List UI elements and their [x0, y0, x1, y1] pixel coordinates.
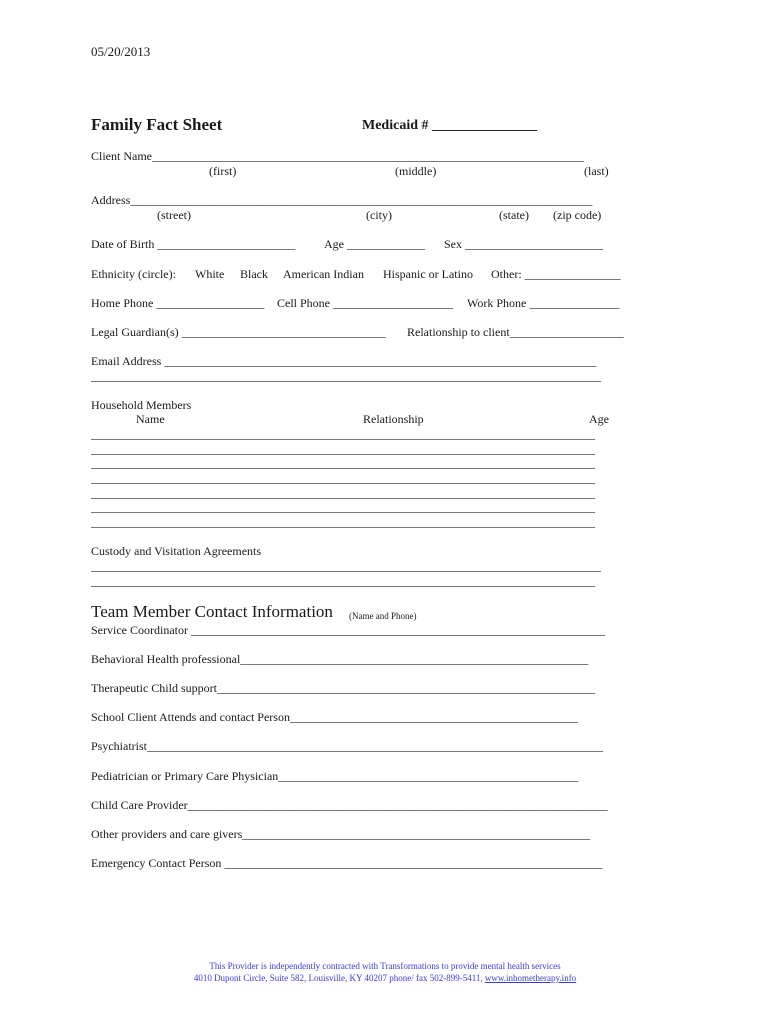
relationship-to-client-field[interactable]: Relationship to client___________________: [407, 325, 624, 339]
ethnicity-hispanic[interactable]: Hispanic or Latino: [383, 267, 473, 281]
address-state-label: (state): [499, 208, 529, 222]
page-title: Family Fact Sheet: [91, 115, 223, 134]
ethnicity-other-field[interactable]: Other: ________________: [491, 267, 621, 281]
client-name-last-label: (last): [584, 164, 609, 178]
header-date: 05/20/2013: [91, 44, 151, 59]
household-row-line[interactable]: ____________________________________________________________________________________: [91, 515, 595, 529]
team-contact-heading: Team Member Contact Information: [91, 602, 333, 621]
custody-label: Custody and Visitation Agreements: [91, 544, 262, 558]
household-row-line[interactable]: ____________________________________________________________________________________: [91, 442, 595, 456]
custody-line[interactable]: ____________________________________________________________________________________: [91, 574, 595, 588]
service-coordinator-field[interactable]: Service Coordinator _____________________________________________________________________: [91, 623, 605, 637]
ethnicity-label: Ethnicity (circle):: [91, 267, 176, 281]
legal-guardian-field[interactable]: Legal Guardian(s) __________________________________: [91, 325, 386, 339]
custody-line[interactable]: _____________________________________________________________________________________: [91, 559, 601, 573]
medicaid-field[interactable]: Medicaid # _______________: [362, 118, 537, 133]
household-row-line[interactable]: ____________________________________________________________________________________: [91, 500, 595, 514]
pediatrician-field[interactable]: Pediatrician or Primary Care Physician__________________________________________________: [91, 769, 579, 783]
household-row-line[interactable]: ____________________________________________________________________________________: [91, 456, 595, 470]
other-providers-field[interactable]: Other providers and care givers__________________________________________________________: [91, 827, 591, 841]
household-row-line[interactable]: ____________________________________________________________________________________: [91, 486, 595, 500]
household-relationship-header: Relationship: [363, 412, 424, 426]
ethnicity-black[interactable]: Black: [240, 267, 268, 281]
household-age-header: Age: [589, 412, 609, 426]
household-row-line[interactable]: ____________________________________________________________________________________: [91, 427, 595, 441]
work-phone-field[interactable]: Work Phone _______________: [467, 296, 620, 310]
email-field-continued[interactable]: _____________________________________________________________________________________: [91, 369, 601, 383]
ethnicity-white[interactable]: White: [195, 267, 225, 281]
footer-line-2: [0, 972, 770, 984]
email-field[interactable]: Email Address ________________________________________________________________________: [91, 354, 597, 368]
footer-address: 4010 Dupont Circle, Suite 582, Louisville, KY 40207 phone/ fax 502-899-5411,: [193, 973, 485, 983]
team-contact-note: (Name and Phone): [349, 611, 417, 621]
address-field[interactable]: Address_____________________________________________________________________________: [91, 193, 593, 207]
home-phone-field[interactable]: Home Phone __________________: [91, 296, 265, 310]
client-name-middle-label: (middle): [395, 164, 437, 178]
address-zip-label: (zip code): [553, 208, 602, 222]
behavioral-health-field[interactable]: Behavioral Health professional__________________________________________________________: [91, 652, 589, 666]
psychiatrist-field[interactable]: Psychiatrist____________________________________________________________________________: [91, 739, 603, 753]
ethnicity-american-indian[interactable]: American Indian: [283, 267, 364, 281]
footer-line-1: This Provider is independently contracted with Transformations to provide mental health services: [209, 961, 561, 971]
household-row-line[interactable]: ____________________________________________________________________________________: [91, 471, 595, 485]
client-name-first-label: (first): [209, 164, 237, 178]
household-name-header: Name: [136, 412, 165, 426]
address-city-label: (city): [366, 208, 392, 222]
child-care-provider-field[interactable]: Child Care Provider______________________________________________________________________: [91, 798, 608, 812]
household-members-label: Household Members: [91, 398, 192, 412]
footer-website-link[interactable]: www.inhometherapy.info: [484, 973, 577, 983]
age-field[interactable]: Age _____________: [324, 237, 425, 251]
date-of-birth-field[interactable]: Date of Birth _______________________: [91, 237, 296, 251]
therapeutic-child-support-field[interactable]: Therapeutic Child support_______________________________________________________________: [91, 681, 595, 695]
cell-phone-field[interactable]: Cell Phone ____________________: [277, 296, 453, 310]
address-street-label: (street): [157, 208, 191, 222]
emergency-contact-field[interactable]: Emergency Contact Person _______________________________________________________________: [91, 856, 603, 870]
school-contact-field[interactable]: School Client Attends and contact Person________________________________________________: [91, 710, 578, 724]
sex-field[interactable]: Sex _______________________: [444, 237, 603, 251]
client-name-field[interactable]: Client Name________________________________________________________________________: [91, 149, 584, 163]
